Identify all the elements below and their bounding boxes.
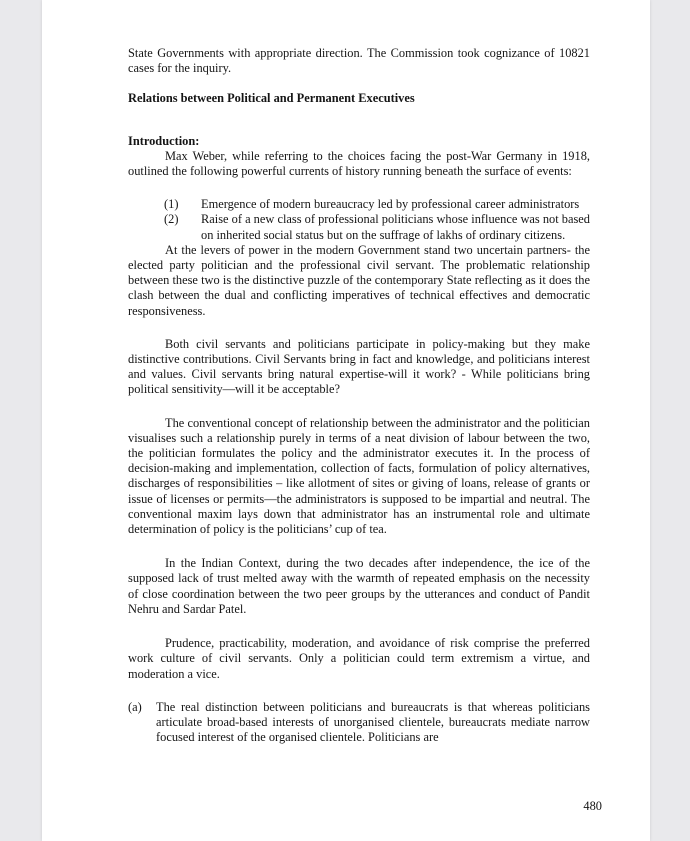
body-paragraph: Both civil servants and politicians participate in policy-making but they make distinctive contributions. Civil Servants bring in fact and knowledge, and politicians interest and values. Civil servants bring natural expertise-will it work? - While politicians bring political sensitivity—will it be acceptable? <box>128 336 590 397</box>
list-item <box>164 212 590 242</box>
list-item-text: Emergence of modern bureaucracy led by professional career administrators <box>201 197 580 212</box>
list-item <box>164 197 590 212</box>
body-paragraph: Prudence, practicability, moderation, and avoidance of risk comprise the preferred work culture of civil servants. Only a politician could term extremism a virtue, and moderation a vice. <box>128 636 590 681</box>
lettered-item-text: The real distinction between politicians and bureaucrats is that whereas politicians articulate broad-based interests of unorganised clientele, bureaucrats mediate narrow focused interest of the organised clientele. Politicians are <box>156 699 590 745</box>
intro-heading: Introduction: <box>128 133 200 148</box>
body-paragraph: The conventional concept of relationship between the administrator and the politician visualises such a relationship purely in terms of a neat division of labour between the two, the politician formulates the policy and the administrator executes it. In the process of decision-making and implementation, collection of facts, formulation of policy alternatives, discharges of responsibilities – like allotment of sites or giving of loans, release of grants or issue of licenses or permits—the administrators is supposed to be impartial and neutral. The conventional maxim lays down that administrator has an instrumental role and ultimate determination of policy is the politicians’ cup of tea. <box>128 415 590 537</box>
document-page <box>42 0 650 841</box>
lettered-item-label: (a) <box>128 699 142 714</box>
body-paragraph: At the levers of power in the modern Government stand two uncertain partners- the elected party politician and the professional civil servant. The problematic relationship between these two is the distinctive puzzle of the contemporary State reflecting as it does the clash between the dual and conflicting imperatives of technical effectives and democratic responsiveness. <box>128 242 590 318</box>
page-number: 480 <box>583 799 602 813</box>
numbered-list <box>164 197 590 243</box>
intro-paragraph: Max Weber, while referring to the choices facing the post-War Germany in 1918, outlined the following powerful currents of history running beneath the surface of events: <box>128 148 590 179</box>
page-content <box>128 46 590 745</box>
lettered-item <box>128 700 590 746</box>
section-heading: Relations between Political and Permanent Executives <box>128 91 415 106</box>
list-item-text: Raise of a new class of professional politicians whose influence was not based on inherited social status but on the suffrage of lakhs of ordinary citizens. <box>201 212 590 242</box>
opening-paragraph: State Governments with appropriate direction. The Commission took cognizance of 10821 cases for the inquiry. <box>128 46 590 76</box>
body-paragraph: In the Indian Context, during the two decades after independence, the ice of the supposed lack of trust melted away with the warmth of repeated emphasis on the necessity of close coordination between the two peer groups by the utterances and conduct of Pandit Nehru and Sardar Patel. <box>128 556 590 616</box>
list-item-number: (2) <box>164 212 179 227</box>
list-item-number: (1) <box>164 197 179 212</box>
